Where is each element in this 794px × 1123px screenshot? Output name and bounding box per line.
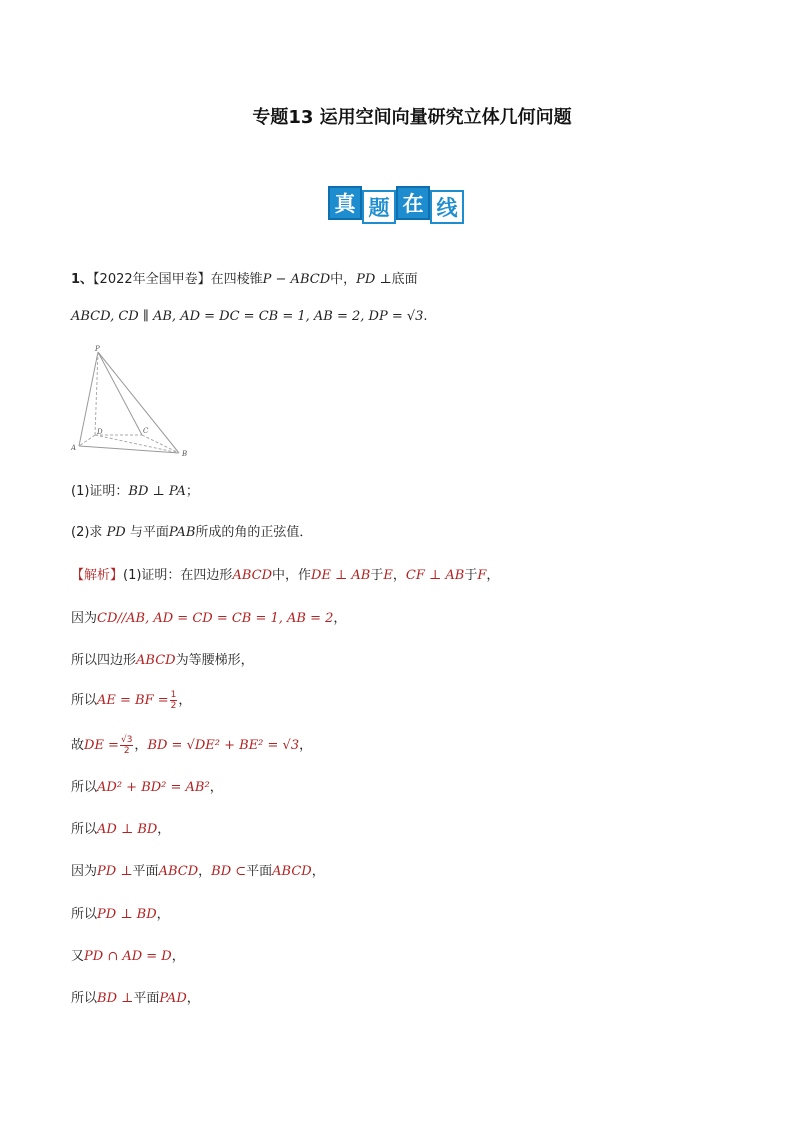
problem-math: P − ABCD [262, 272, 331, 287]
sol-math: PD ⊥ [97, 864, 133, 879]
sol-text: ， [198, 864, 212, 879]
problem-text: 在四棱锥 [210, 272, 263, 287]
banner-char: 线 [430, 190, 464, 224]
sol-math: DE = [84, 738, 119, 753]
sol-text: ， [333, 611, 347, 626]
sol-text: 所以 [71, 780, 98, 795]
sol-math: AD² + BD² = AB² [97, 780, 210, 795]
solution-line-10 [71, 945, 185, 964]
sol-text: ， [171, 949, 185, 964]
sol-text: ， [186, 991, 200, 1006]
sol-text: 于 [464, 568, 478, 583]
part-text: 所成的角的正弦值． [195, 525, 313, 540]
fraction-den: 2 [123, 746, 130, 756]
problem-text: 底面 [391, 272, 418, 287]
sol-text: 所以 [71, 991, 98, 1006]
sol-text: 为等腰梯形， [175, 653, 254, 668]
banner-char: 题 [362, 190, 396, 224]
sol-text: 平面 [132, 864, 159, 879]
problem-number: 1、 [71, 272, 94, 287]
part-math: PD [106, 525, 126, 540]
condition-math: ABCD, CD ∥ AB, AD = DC = CB = 1, AB = 2, DP = √3 [71, 309, 424, 324]
sol-math: CF ⊥ AB [405, 568, 465, 583]
sol-math: E [383, 568, 393, 583]
sol-text: ， [157, 822, 171, 837]
sol-text: ， [156, 907, 170, 922]
sol-math: BD ⊂ [211, 864, 247, 879]
part-text: (1)证明： [71, 484, 129, 499]
solution-line-6 [71, 776, 223, 795]
sol-text: ， [392, 568, 406, 583]
solution-line-11 [71, 987, 200, 1006]
solution-line-2 [71, 607, 346, 626]
sol-text: 所以 [71, 693, 98, 708]
problem-math: PD ⊥ [356, 272, 392, 287]
page-title: 专题13 运用空间向量研究立体几何问题 [252, 107, 572, 128]
fraction-num: 1 [170, 690, 177, 700]
problem-condition [71, 309, 428, 324]
sol-text: 故 [71, 738, 85, 753]
solution-line-1 [71, 564, 499, 583]
sol-math: ABCD [272, 864, 312, 879]
sol-math: BD ⊥ [97, 991, 134, 1006]
sol-text: ， [311, 864, 325, 879]
part-text: ； [185, 484, 199, 499]
sol-math: PAD [159, 991, 187, 1006]
sol-math: DE ⊥ AB [311, 568, 371, 583]
sol-math: AE = BF = [97, 693, 169, 708]
solution-line-7 [71, 818, 170, 837]
sol-math: AD ⊥ BD [97, 822, 158, 837]
sol-math: ABCD [158, 864, 199, 879]
sol-text: ， [134, 738, 148, 753]
solution-line-8 [71, 860, 325, 879]
banner-char: 真 [328, 186, 362, 220]
sol-math: PD ∩ AD = D [84, 949, 172, 964]
fraction [170, 690, 178, 711]
sol-text: 平面 [246, 864, 273, 879]
sol-math: CD//AB, AD = CD = CB = 1, AB = 2 [97, 611, 334, 626]
solution-line-3 [71, 649, 254, 668]
label-c: C [143, 427, 149, 435]
sol-text: 因为 [71, 611, 98, 626]
pyramid-figure [71, 343, 191, 459]
sol-text: 中，作 [272, 568, 312, 583]
label-b: B [182, 450, 188, 458]
sol-text: 所以四边形 [71, 653, 137, 668]
sol-math: ABCD [232, 568, 272, 583]
edge-pa [79, 352, 98, 446]
question-part-2 [71, 521, 312, 540]
sol-text: ， [486, 568, 500, 583]
sol-math: PD ⊥ BD [97, 907, 157, 922]
label-a: A [71, 444, 77, 452]
sol-text: 又 [71, 949, 85, 964]
sol-math: BD = √DE² + BE² = √3 [147, 738, 300, 753]
part-text: 与平面 [125, 525, 169, 540]
solution-tag: 【解析】 [71, 568, 124, 583]
label-d: D [97, 428, 103, 436]
sol-text: 所以 [71, 822, 98, 837]
part-math: BD ⊥ PA [128, 484, 186, 499]
banner-char: 在 [396, 186, 430, 220]
condition-end: . [423, 309, 428, 324]
sol-text: 平面 [133, 991, 160, 1006]
solution-line-9 [71, 903, 170, 922]
sol-text: (1)证明：在四边形 [123, 568, 233, 583]
part-text: (2)求 [71, 525, 107, 540]
sol-text: 于 [370, 568, 384, 583]
sol-math: ABCD [136, 653, 176, 668]
fraction-den: 2 [170, 701, 177, 711]
fraction-num: √3 [120, 735, 133, 745]
problem-source: 【2022年全国甲卷】 [93, 272, 211, 287]
sol-math: F [477, 568, 487, 583]
sol-text: ， [209, 780, 223, 795]
solution-line-4 [71, 689, 191, 711]
label-p: P [95, 345, 100, 353]
sol-text: 所以 [71, 907, 98, 922]
sol-text: ， [299, 738, 313, 753]
fraction [120, 735, 133, 756]
question-part-1 [71, 480, 199, 499]
edge-pc [98, 352, 142, 435]
problem-text: 中， [330, 272, 357, 287]
sol-text: 因为 [71, 864, 98, 879]
sol-text: ， [178, 693, 192, 708]
part-math: PAB [168, 525, 196, 540]
section-banner [328, 180, 464, 220]
problem-statement [71, 268, 418, 287]
solution-line-5 [71, 734, 312, 756]
